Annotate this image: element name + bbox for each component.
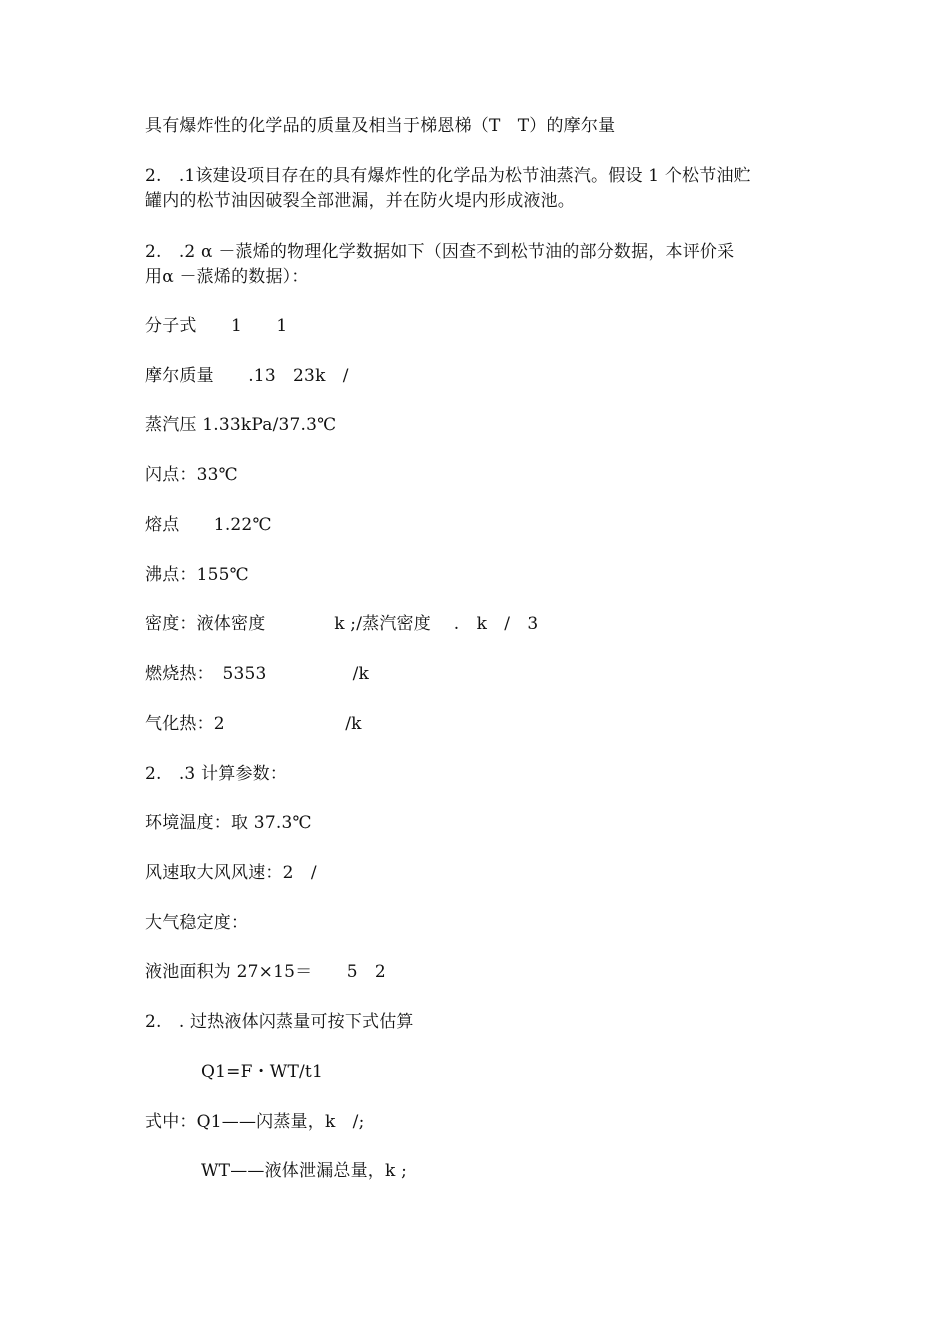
- wind-speed-line: 风速取大风风速：2 /: [145, 863, 317, 883]
- formula-q1: Q1=F・WT/t1: [201, 1062, 323, 1082]
- atmospheric-stability-line: 大气稳定度：: [145, 913, 249, 933]
- melting-point-line: 熔点 1.22℃: [145, 515, 272, 535]
- molar-mass-line: 摩尔质量 .13 23k /: [145, 366, 349, 386]
- paragraph-2-2-line-1: 2. .2 α －蒎烯的物理化学数据如下（因查不到松节油的部分数据，本评价采: [145, 242, 735, 262]
- density-line: 密度：液体密度 k ;/蒸汽密度 . k / 3: [145, 614, 539, 634]
- definition-q1: 式中：Q1——闪蒸量，k /;: [145, 1112, 365, 1132]
- ambient-temperature-line: 环境温度：取 37.3℃: [145, 813, 312, 833]
- vaporization-heat-line: 气化热：2 /k: [145, 714, 362, 734]
- section-2-3-heading: 2. .3 计算参数：: [145, 764, 288, 784]
- definition-wt: WT——液体泄漏总量，k ;: [201, 1161, 408, 1181]
- combustion-heat-line: 燃烧热： 5353 /k: [145, 664, 369, 684]
- flash-evaporation-heading: 2. . 过热液体闪蒸量可按下式估算: [145, 1012, 414, 1032]
- flash-point-line: 闪点：33℃: [145, 465, 238, 485]
- molecular-formula-line: 分子式 1 1: [145, 316, 288, 336]
- heading-explosive-chemicals: 具有爆炸性的化学品的质量及相当于梯恩梯（T T）的摩尔量: [145, 116, 616, 136]
- paragraph-2-1-line-1: 2. .1该建设项目存在的具有爆炸性的化学品为松节油蒸汽。假设 1 个松节油贮: [145, 166, 751, 186]
- vapor-pressure-line: 蒸汽压 1.33kPa/37.3℃: [145, 415, 337, 435]
- boiling-point-line: 沸点：155℃: [145, 565, 249, 585]
- pool-area-line: 液池面积为 27×15＝ 5 2: [145, 962, 386, 982]
- paragraph-2-2-line-2: 用α －蒎烯的数据）：: [145, 267, 309, 287]
- paragraph-2-1-line-2: 罐内的松节油因破裂全部泄漏，并在防火堤内形成液池。: [145, 191, 575, 211]
